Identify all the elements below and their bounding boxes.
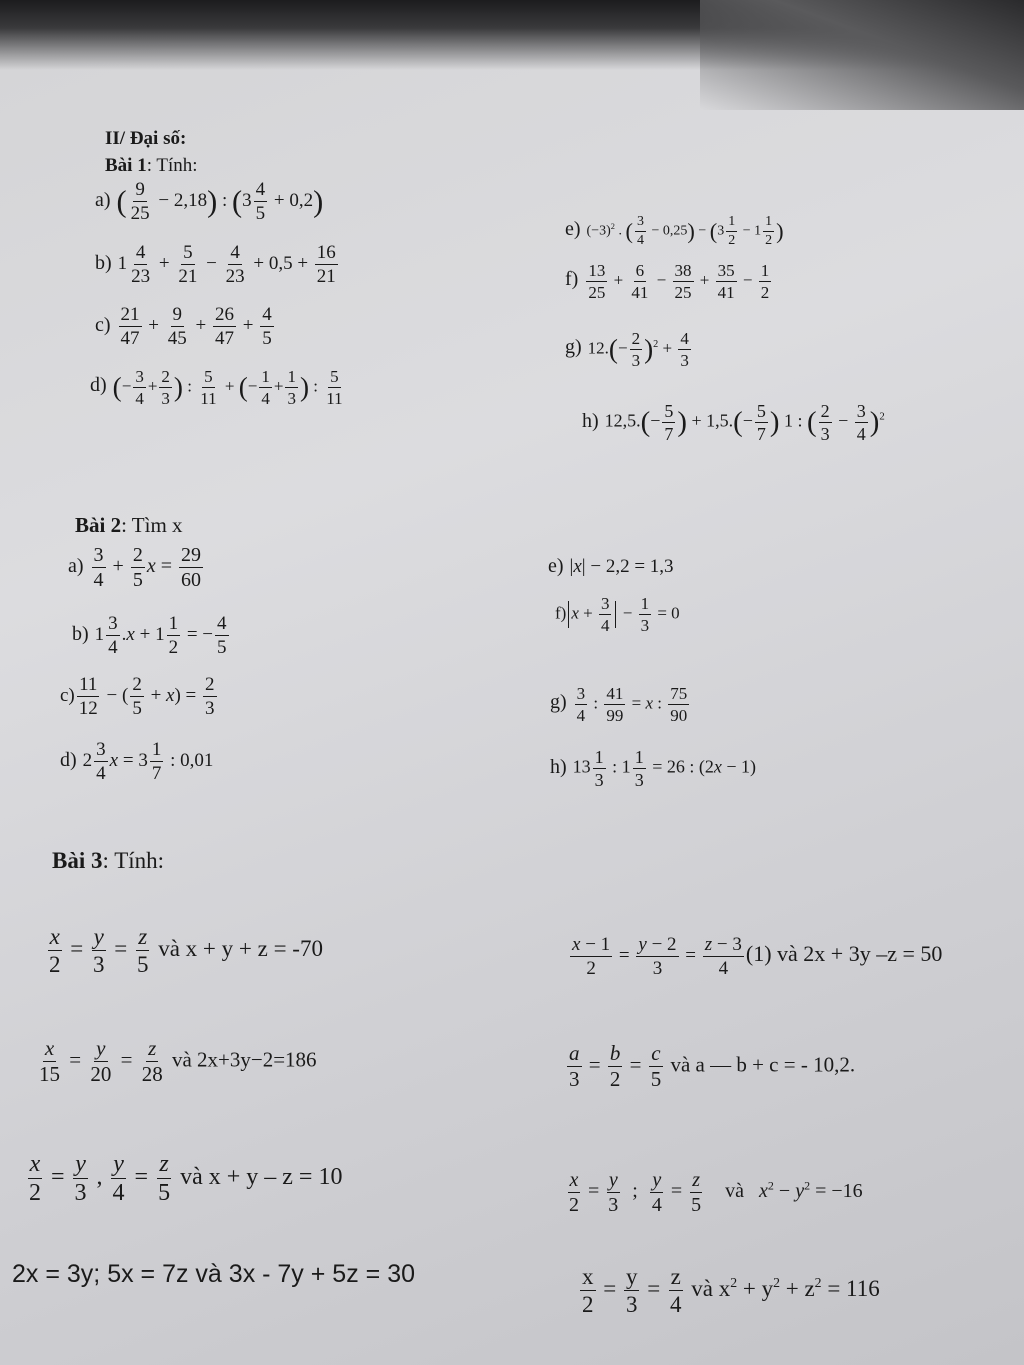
bai2-c: c) $\frac{11}{12}$ − ( $\frac{2}{5}$ + x) = $\frac{2}{3}$ <box>60 674 215 719</box>
bai3-p4: $\frac{a}{3}$ = $\frac{b}{2}$ = $\frac{c}{5}$ và a — b + c = - 10,2. <box>569 1041 856 1091</box>
bai3-p2: $\frac{x - 1}{2}$ = $\frac{y - 2}{3}$ = $\frac{z - 3}{4}$ (1) và 2x + 3y –z = 50 <box>572 934 943 979</box>
bai2-g: g) $\frac{3}{4}$ : $\frac{41}{99}$ = x : $\frac{75}{90}$ <box>550 684 688 725</box>
bai3-p8: $\frac{x}{2}$ = $\frac{y}{3}$ = $\frac{z}{4}$ và $x^2 + y^2 + z^2 = 116$ <box>582 1264 880 1317</box>
bai1-f: f) $\frac{13}{25}$ + $\frac{6}{41}$ − $\frac{38}{25}$ + $\frac{35}{41}$ − $\frac{1}{2}$ <box>565 261 770 302</box>
bai2-f: f) x + $\frac{3}{4}$ − $\frac{1}{3}$ = 0 <box>555 594 680 635</box>
section-title: II/ Đại số: <box>105 128 187 149</box>
bai1-a: a) ( $\frac{9}{25}$ − 2,18) : (3 $\frac{4}{5}$ + 0,2) <box>95 179 324 224</box>
bai1-c: c) $\frac{21}{47}$ + $\frac{9}{45}$ + $\frac{26}{47}$ + $\frac{4}{5}$ <box>95 304 272 349</box>
bai1-b: b) 1 $\frac{4}{23}$ + $\frac{5}{21}$ − $\frac{4}{23}$ + 0,5 + $\frac{16}{21}$ <box>95 242 336 287</box>
bai1-title: Bài 1: Tính: <box>105 155 198 176</box>
bai3-p1: $\frac{x}{2}$ = $\frac{y}{3}$ = $\frac{z}{5}$ và x + y + z = -70 <box>49 924 323 977</box>
bai2-d: d) 2 $\frac{3}{4}$ x = 3 $\frac{1}{7}$ : 0,01 <box>60 739 214 784</box>
photo-shadow-corner <box>700 0 1024 110</box>
bai2-h: h) 13 $\frac{1}{3}$ : 1 $\frac{1}{3}$ = 26 : (2x − 1) <box>550 747 756 790</box>
bai3-p7: 2x = 3y; 5x = 7z và 3x - 7y + 5z = 30 <box>12 1260 416 1288</box>
bai2-title: Bài 2: Tìm x <box>75 513 183 537</box>
bai1-g: g) 12.(− $\frac{2}{3}$ )$^2$ + $\frac{4}{3}$ <box>565 329 689 370</box>
bai2-b: b) 1 $\frac{3}{4}$ .x + 1 $\frac{1}{2}$ = − $\frac{4}{5}$ <box>72 613 227 658</box>
bai1-h: h) 12,5.(− $\frac{5}{7}$ ) + 1,5.(− $\frac{5}{7}$ ) 1 : ( $\frac{2}{3}$ − $\frac{3}{4}$ )$^2$ <box>582 401 885 444</box>
bai2-e: e) |x| − 2,2 = 1,3 <box>548 555 674 577</box>
bai1-e: e) $(-3)^2$ . ( $\frac{3}{4}$ − 0,25) − (3 $\frac{1}{2}$ − 1 $\frac{1}{2}$ ) <box>565 214 784 248</box>
bai1-d: d) (− $\frac{3}{4}$ + $\frac{2}{3}$ ) : $\frac{5}{11}$ + (− $\frac{1}{4}$ + $\frac{1}{3}$ ) : $\frac{5}{11}$ <box>90 367 343 408</box>
bai3-p6: $\frac{x}{2}$ = $\frac{y}{3}$ ; $\frac{y}{4}$ = $\frac{z}{5}$ và $x^2 - y^2 = -16$ <box>569 1169 863 1216</box>
bai3-p5: $\frac{x}{2}$ = $\frac{y}{3}$ , $\frac{y}{4}$ = $\frac{z}{5}$ và x + y – z = 10 <box>29 1151 343 1206</box>
bai3-title: Bài 3: Tính: <box>52 848 165 873</box>
bai3-p3: $\frac{x}{15}$ = $\frac{y}{20}$ = $\frac{z}{28}$ và 2x+3y−2=186 <box>39 1036 317 1086</box>
bai2-a: a) $\frac{3}{4}$ + $\frac{2}{5}$ x = $\frac{29}{60}$ <box>68 544 201 591</box>
